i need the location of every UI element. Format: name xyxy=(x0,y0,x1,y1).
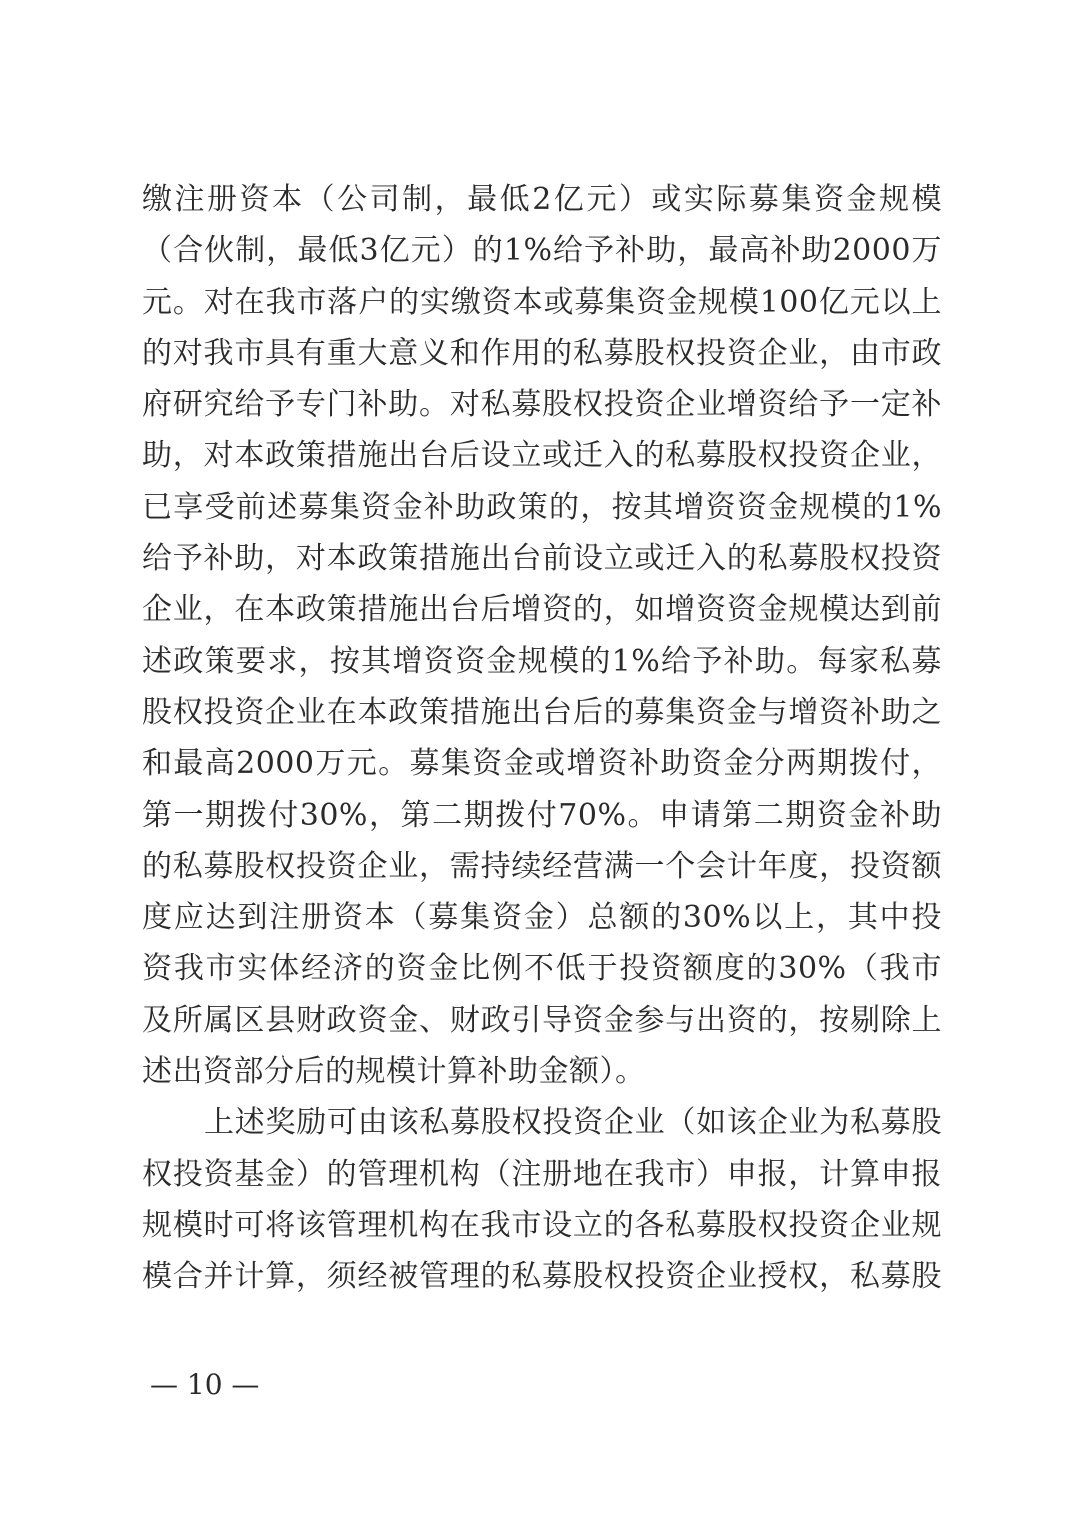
text-line: 规模时可将该管理机构在我市设立的各私募股权投资企业规 xyxy=(142,1207,942,1243)
text-line: 述出资部分后的规模计算补助金额）。 xyxy=(142,1054,646,1090)
text-line: 权投资基金）的管理机构（注册地在我市）申报，计算申报 xyxy=(142,1156,942,1192)
text-line: 第一期拨付30%，第二期拨付70%。申请第二期资金补助 xyxy=(142,797,942,833)
body-text xyxy=(142,174,942,1303)
text-line: 资我市实体经济的资金比例不低于投资额度的30%（我市 xyxy=(142,951,942,987)
text-line: 及所属区县财政资金、财政引导资金参与出资的，按剔除上 xyxy=(142,1002,942,1038)
text-line: 给予补助，对本政策措施出台前设立或迁入的私募股权投资 xyxy=(142,541,942,577)
text-line: 的私募股权投资企业，需持续经营满一个会计年度，投资额 xyxy=(142,848,942,884)
text-line: 股权投资企业在本政策措施出台后的募集资金与增资补助之 xyxy=(142,694,942,730)
text-line: 元。对在我市落户的实缴资本或募集资金规模100亿元以上 xyxy=(142,284,942,320)
text-line: 的对我市具有重大意义和作用的私募股权投资企业，由市政 xyxy=(142,335,942,371)
text-line: 模合并计算，须经被管理的私募股权投资企业授权，私募股 xyxy=(142,1259,942,1295)
text-line: 述政策要求，按其增资资金规模的1%给予补助。每家私募 xyxy=(142,643,942,679)
text-line: （合伙制，最低3亿元）的1%给予补助，最高补助2000万 xyxy=(142,233,942,269)
text-line: 助，对本政策措施出台后设立或迁入的私募股权投资企业， xyxy=(142,438,942,474)
text-line: 和最高2000万元。募集资金或增资补助资金分两期拨付， xyxy=(142,746,942,782)
text-line: 已享受前述募集资金补助政策的，按其增资资金规模的1% xyxy=(142,489,942,525)
text-line: 企业，在本政策措施出台后增资的，如增资资金规模达到前 xyxy=(142,592,942,628)
text-line: 度应达到注册资本（募集资金）总额的30%以上，其中投 xyxy=(142,900,942,936)
text-line: 缴注册资本（公司制，最低2亿元）或实际募集资金规模 xyxy=(142,182,942,217)
text-line: 府研究给予专门补助。对私募股权投资企业增资给予一定补 xyxy=(142,387,942,423)
paragraph-start-line: 上述奖励可由该私募股权投资企业（如该企业为私募股 xyxy=(204,1105,942,1141)
page-number: — 10 — xyxy=(150,1368,260,1401)
